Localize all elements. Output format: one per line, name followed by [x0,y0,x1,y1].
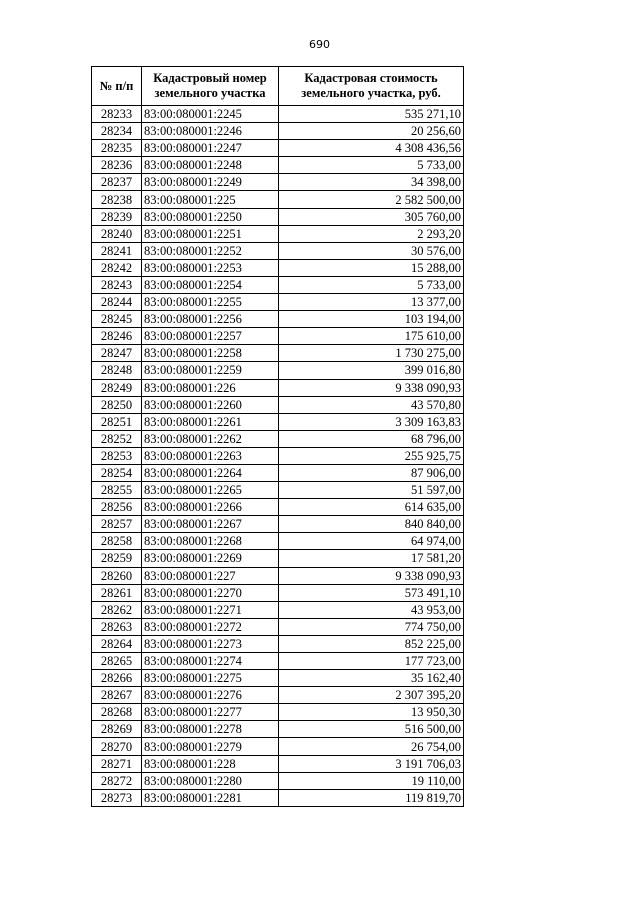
cadastral-value-cell: 9 338 090,93 [279,567,464,584]
row-number-cell: 28248 [92,362,142,379]
table-row [92,123,464,140]
cadastral-value-cell: 34 398,00 [279,174,464,191]
row-number-cell: 28249 [92,379,142,396]
cadastral-value-cell: 573 491,10 [279,584,464,601]
row-number-cell: 28256 [92,499,142,516]
table-row [92,704,464,721]
table-row [92,328,464,345]
row-number-cell: 28271 [92,755,142,772]
cadastral-value-cell: 2 582 500,00 [279,191,464,208]
cadastral-number-cell: 83:00:080001:2271 [142,601,279,618]
cadastral-value-cell: 5 733,00 [279,157,464,174]
table-row [92,362,464,379]
row-number-cell: 28243 [92,276,142,293]
table-row [92,755,464,772]
cadastral-value-cell: 535 271,10 [279,106,464,123]
cadastral-number-cell: 83:00:080001:2259 [142,362,279,379]
cadastral-number-cell: 83:00:080001:227 [142,567,279,584]
cadastral-value-cell: 9 338 090,93 [279,379,464,396]
cadastral-number-cell: 83:00:080001:225 [142,191,279,208]
cadastral-value-cell: 1 730 275,00 [279,345,464,362]
row-number-cell: 28244 [92,294,142,311]
cadastral-value-cell: 103 194,00 [279,311,464,328]
row-number-cell: 28270 [92,738,142,755]
cadastral-value-cell: 3 191 706,03 [279,755,464,772]
cadastral-number-cell: 83:00:080001:2267 [142,516,279,533]
table-row [92,670,464,687]
cadastral-number-cell: 83:00:080001:228 [142,755,279,772]
table-row [92,721,464,738]
cadastral-value-cell: 30 576,00 [279,242,464,259]
row-number-cell: 28236 [92,157,142,174]
cadastral-value-cell: 840 840,00 [279,516,464,533]
table-row [92,516,464,533]
cadastral-value-cell: 43 570,80 [279,396,464,413]
cadastral-number-cell: 83:00:080001:2268 [142,533,279,550]
cadastral-value-cell: 5 733,00 [279,276,464,293]
table-row [92,430,464,447]
cadastral-value-cell: 20 256,60 [279,123,464,140]
cadastral-value-cell: 119 819,70 [279,789,464,806]
cadastral-number-cell: 83:00:080001:2272 [142,618,279,635]
cadastral-number-cell: 83:00:080001:2265 [142,482,279,499]
cadastral-number-cell: 83:00:080001:2253 [142,259,279,276]
cadastral-value-cell: 2 307 395,20 [279,687,464,704]
table-row [92,772,464,789]
cadastral-value-cell: 17 581,20 [279,550,464,567]
cadastral-number-cell: 83:00:080001:2248 [142,157,279,174]
cadastral-value-cell: 68 796,00 [279,430,464,447]
row-number-cell: 28258 [92,533,142,550]
cadastral-number-cell: 83:00:080001:2251 [142,225,279,242]
table-row [92,242,464,259]
cadastral-number-cell: 83:00:080001:2250 [142,208,279,225]
cadastral-number-cell: 83:00:080001:2277 [142,704,279,721]
table-row [92,584,464,601]
table-header [92,67,464,106]
row-number-cell: 28234 [92,123,142,140]
cadastral-number-cell: 83:00:080001:2254 [142,276,279,293]
cadastral-value-cell: 15 288,00 [279,259,464,276]
table-row [92,789,464,806]
row-number-cell: 28240 [92,225,142,242]
cadastral-number-cell: 83:00:080001:2263 [142,447,279,464]
table-row [92,413,464,430]
table-row [92,499,464,516]
cadastral-number-cell: 83:00:080001:2264 [142,464,279,481]
table-row [92,618,464,635]
table-row [92,396,464,413]
table-row [92,276,464,293]
table-row [92,225,464,242]
row-number-cell: 28245 [92,311,142,328]
cadastral-number-cell: 83:00:080001:2274 [142,653,279,670]
cadastral-number-cell: 83:00:080001:2257 [142,328,279,345]
row-number-cell: 28264 [92,635,142,652]
cadastral-value-cell: 87 906,00 [279,464,464,481]
cadastral-value-cell: 51 597,00 [279,482,464,499]
row-number-cell: 28247 [92,345,142,362]
table-row [92,294,464,311]
row-number-cell: 28253 [92,447,142,464]
table-row [92,379,464,396]
table-header-row [92,67,464,106]
cadastral-number-cell: 83:00:080001:2281 [142,789,279,806]
row-number-cell: 28272 [92,772,142,789]
cadastral-value-cell: 43 953,00 [279,601,464,618]
table-row [92,259,464,276]
cadastral-value-cell: 4 308 436,56 [279,140,464,157]
cadastral-value-cell: 13 377,00 [279,294,464,311]
cadastral-number-cell: 83:00:080001:2275 [142,670,279,687]
cadastral-number-cell: 83:00:080001:2245 [142,106,279,123]
cadastral-number-cell: 83:00:080001:2256 [142,311,279,328]
row-number-cell: 28237 [92,174,142,191]
row-number-cell: 28235 [92,140,142,157]
row-number-cell: 28251 [92,413,142,430]
cadastral-number-cell: 83:00:080001:2276 [142,687,279,704]
cadastral-value-cell: 64 974,00 [279,533,464,550]
row-number-cell: 28239 [92,208,142,225]
row-number-cell: 28268 [92,704,142,721]
table-row [92,464,464,481]
cadastral-number-cell: 83:00:080001:2266 [142,499,279,516]
cadastral-table [91,66,464,807]
row-number-cell: 28238 [92,191,142,208]
cadastral-value-cell: 255 925,75 [279,447,464,464]
table-row [92,447,464,464]
table-row [92,311,464,328]
row-number-cell: 28265 [92,653,142,670]
cadastral-number-cell: 83:00:080001:2261 [142,413,279,430]
table-row [92,533,464,550]
cadastral-number-cell: 83:00:080001:2255 [142,294,279,311]
table-row [92,635,464,652]
row-number-cell: 28269 [92,721,142,738]
row-number-cell: 28267 [92,687,142,704]
cadastral-value-cell: 26 754,00 [279,738,464,755]
header-row-number: № п/п [92,67,142,106]
table-row [92,601,464,618]
cadastral-number-cell: 83:00:080001:2262 [142,430,279,447]
row-number-cell: 28262 [92,601,142,618]
cadastral-number-cell: 83:00:080001:2273 [142,635,279,652]
row-number-cell: 28241 [92,242,142,259]
cadastral-value-cell: 305 760,00 [279,208,464,225]
row-number-cell: 28233 [92,106,142,123]
table-row [92,345,464,362]
cadastral-value-cell: 774 750,00 [279,618,464,635]
table-row [92,687,464,704]
cadastral-number-cell: 83:00:080001:2280 [142,772,279,789]
cadastral-value-cell: 614 635,00 [279,499,464,516]
table-row [92,550,464,567]
row-number-cell: 28242 [92,259,142,276]
cadastral-value-cell: 2 293,20 [279,225,464,242]
cadastral-value-cell: 3 309 163,83 [279,413,464,430]
row-number-cell: 28261 [92,584,142,601]
cadastral-number-cell: 83:00:080001:2278 [142,721,279,738]
row-number-cell: 28263 [92,618,142,635]
cadastral-value-cell: 19 110,00 [279,772,464,789]
cadastral-number-cell: 83:00:080001:2270 [142,584,279,601]
cadastral-number-cell: 83:00:080001:2279 [142,738,279,755]
page-number: 690 [309,38,330,51]
row-number-cell: 28257 [92,516,142,533]
cadastral-value-cell: 35 162,40 [279,670,464,687]
cadastral-number-cell: 83:00:080001:2252 [142,242,279,259]
table-body [92,106,464,807]
row-number-cell: 28254 [92,464,142,481]
row-number-cell: 28273 [92,789,142,806]
row-number-cell: 28252 [92,430,142,447]
row-number-cell: 28259 [92,550,142,567]
table-row [92,191,464,208]
table-row [92,653,464,670]
row-number-cell: 28260 [92,567,142,584]
cadastral-number-cell: 83:00:080001:2246 [142,123,279,140]
row-number-cell: 28250 [92,396,142,413]
cadastral-value-cell: 13 950,30 [279,704,464,721]
row-number-cell: 28246 [92,328,142,345]
row-number-cell: 28266 [92,670,142,687]
table-row [92,567,464,584]
table-row [92,140,464,157]
table-row [92,106,464,123]
table-row [92,157,464,174]
table-row [92,208,464,225]
cadastral-number-cell: 83:00:080001:2269 [142,550,279,567]
table-row [92,174,464,191]
cadastral-value-cell: 516 500,00 [279,721,464,738]
cadastral-number-cell: 83:00:080001:2260 [142,396,279,413]
cadastral-number-cell: 83:00:080001:226 [142,379,279,396]
table-row [92,738,464,755]
row-number-cell: 28255 [92,482,142,499]
cadastral-number-cell: 83:00:080001:2247 [142,140,279,157]
cadastral-value-cell: 177 723,00 [279,653,464,670]
table-row [92,482,464,499]
cadastral-value-cell: 399 016,80 [279,362,464,379]
header-cadastral-value: Кадастровая стоимость земельного участка, руб. [279,67,464,106]
cadastral-number-cell: 83:00:080001:2258 [142,345,279,362]
cadastral-number-cell: 83:00:080001:2249 [142,174,279,191]
cadastral-value-cell: 852 225,00 [279,635,464,652]
cadastral-value-cell: 175 610,00 [279,328,464,345]
header-cadastral-number: Кадастровый номер земельного участка [142,67,279,106]
